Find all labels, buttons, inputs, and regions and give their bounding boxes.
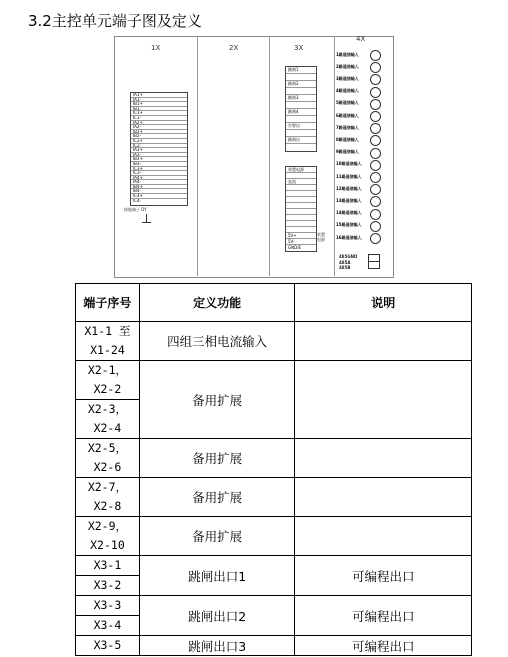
table-row (76, 478, 472, 517)
led-label: 10路遥信输入 (336, 161, 362, 167)
terminal-row: IA3- (131, 153, 187, 158)
terminal-row: 直流 (286, 179, 316, 185)
terminal-row: IA1+ (131, 93, 187, 98)
header-function: 定义功能 (139, 284, 295, 322)
term-cell: X2-7， X2-8 (76, 478, 140, 517)
terminal-row: GND/E (288, 245, 302, 250)
led-label: 16路遥信输入 (336, 234, 362, 240)
section-heading: 3.2主控单元端子图及定义 (28, 12, 202, 30)
description-cell: 可编程出口 (295, 636, 472, 656)
terminal-row: 跳闸2 (286, 81, 316, 88)
table-row (76, 596, 472, 616)
x3-bottom-side-label: 装置电源 (317, 232, 325, 242)
column-title-2x: 2X (229, 44, 239, 52)
description-cell (295, 517, 472, 556)
term-cell: X3-3 (76, 596, 140, 616)
function-cell: 备用扩展 (139, 517, 295, 556)
description-cell (295, 322, 472, 361)
led-label: 15路遥信输入 (336, 222, 362, 228)
term-cell: X2-3， X2-4 (76, 400, 140, 439)
function-cell: 备用扩展 (139, 478, 295, 517)
terminal-row: IC3+ (131, 167, 187, 172)
terminal-row: IC1+ (131, 111, 187, 116)
terminal-row: IC1- (131, 116, 187, 121)
function-cell: 跳闸出口3 (139, 636, 295, 656)
terminal-row (286, 102, 316, 109)
terminal-row (286, 74, 316, 81)
terminal-row: 跳闸1 (286, 67, 316, 74)
terminal-definition-table (75, 283, 472, 656)
description-cell (295, 439, 472, 478)
x4-rs485-labels (339, 254, 357, 271)
function-cell: 跳闸出口2 (139, 596, 295, 636)
description-cell: 可编程出口 (295, 556, 472, 596)
divider-2 (269, 36, 270, 276)
description-cell (295, 361, 472, 439)
led-indicator-icon (370, 172, 381, 183)
led-label: 1路遥信输入 (336, 51, 359, 57)
x3-terminal-block-top (285, 66, 317, 152)
function-cell: 备用扩展 (139, 439, 295, 478)
terminal-row: IA2+ (131, 121, 187, 126)
led-label: 4路遥信输入 (336, 88, 359, 94)
led-label: 14路遥信输入 (336, 210, 362, 216)
led-indicator-icon (370, 87, 381, 98)
term-cell: X3-4 (76, 616, 140, 636)
rs485-gnd-label: 485GND (339, 254, 358, 259)
term-cell: X3-1 (76, 556, 140, 576)
function-cell: 跳闸出口1 (139, 556, 295, 596)
terminal-row: 跳闸3 (286, 95, 316, 102)
led-indicator-icon (370, 99, 381, 110)
terminal-row: 5V- (286, 239, 316, 245)
term-cell: X2-1， X2-2 (76, 361, 140, 400)
terminal-row: IC2- (131, 144, 187, 149)
led-indicator-icon (370, 209, 381, 220)
header-description: 说明 (295, 284, 472, 322)
terminal-row (286, 88, 316, 95)
terminal-row: IB4- (131, 189, 187, 194)
led-indicator-icon (370, 50, 381, 61)
header-term-number: 端子序号 (76, 284, 140, 322)
table-row (76, 636, 472, 656)
table-row (76, 517, 472, 556)
rs485-b-label: 485B (339, 265, 351, 270)
terminal-row: 跳闸4 (286, 109, 316, 116)
ground-symbol-stem (146, 214, 147, 222)
terminal-row (286, 130, 316, 137)
terminal-row (286, 144, 316, 151)
column-title-4x: 4X (356, 35, 366, 43)
led-label: 7路遥信输入 (336, 124, 359, 130)
term-cell: X2-9， X2-10 (76, 517, 140, 556)
ground-symbol-icon (142, 222, 151, 223)
led-label: 11路遥信输入 (336, 173, 362, 179)
rs485-a-label: 485A (339, 259, 351, 265)
led-label: 5路遥信输入 (336, 100, 359, 106)
description-cell (295, 478, 472, 517)
terminal-row: IA3+ (131, 148, 187, 153)
function-cell: 备用扩展 (139, 361, 295, 439)
terminal-row: IB3+ (131, 157, 187, 162)
terminal-row: IA1- (131, 98, 187, 103)
column-title-1x: 1X (151, 44, 161, 52)
terminal-row: IB1+ (131, 102, 187, 107)
table-row (76, 322, 472, 361)
terminal-row: 告警出 (286, 123, 316, 130)
terminal-diagram (114, 36, 394, 278)
terminal-row: IC4+ (131, 194, 187, 199)
divider-3 (334, 36, 335, 276)
terminal-row: 5V+ (286, 233, 316, 239)
terminal-row: IC2+ (131, 139, 187, 144)
function-cell: 四组三相电流输入 (139, 322, 295, 361)
led-label: 8路遥信输入 (336, 136, 359, 142)
terminal-row: IA4+ (131, 176, 187, 181)
table-row (76, 439, 472, 478)
terminal-row (286, 116, 316, 123)
terminal-row: IB3- (131, 162, 187, 167)
led-indicator-icon (370, 148, 381, 159)
terminal-row: 装置电源 (286, 167, 316, 173)
table-row (76, 361, 472, 400)
term-cell: X2-5， X2-6 (76, 439, 140, 478)
x3-terminal-block-bottom (285, 166, 317, 252)
terminal-row: IA2- (131, 125, 187, 130)
table-row (76, 556, 472, 576)
led-indicator-icon (370, 233, 381, 244)
led-label: 3路遥信输入 (336, 75, 359, 81)
terminal-row: IA4- (131, 180, 187, 185)
led-label: 6路遥信输入 (336, 112, 359, 118)
led-indicator-icon (370, 160, 381, 171)
terminal-row: IB2+ (131, 130, 187, 135)
led-label: 13路遥信输入 (336, 197, 362, 203)
x1-ground-note: 接地端子 DY (124, 207, 147, 212)
terminal-row: IC3- (131, 171, 187, 176)
led-indicator-icon (370, 221, 381, 232)
terminal-row: IC4- (133, 198, 141, 203)
led-label: 9路遥信输入 (336, 149, 359, 155)
terminal-row: 跳闸出 (286, 137, 316, 144)
led-label: 2路遥信输入 (336, 63, 359, 69)
terminal-row: IB1- (131, 107, 187, 112)
rs485-terminal-2 (368, 261, 380, 269)
terminal-row: IB4+ (131, 185, 187, 190)
led-indicator-icon (370, 111, 381, 122)
x1-terminal-block (130, 92, 188, 206)
term-cell: X3-5 (76, 636, 140, 656)
divider-1 (197, 36, 198, 276)
description-cell: 可编程出口 (295, 596, 472, 636)
led-label: 12路遥信输入 (336, 185, 362, 191)
term-cell: X3-2 (76, 576, 140, 596)
terminal-row: IB2- (131, 134, 187, 139)
column-title-3x: 3X (294, 44, 304, 52)
term-cell: X1-1 至 X1-24 (76, 322, 140, 361)
